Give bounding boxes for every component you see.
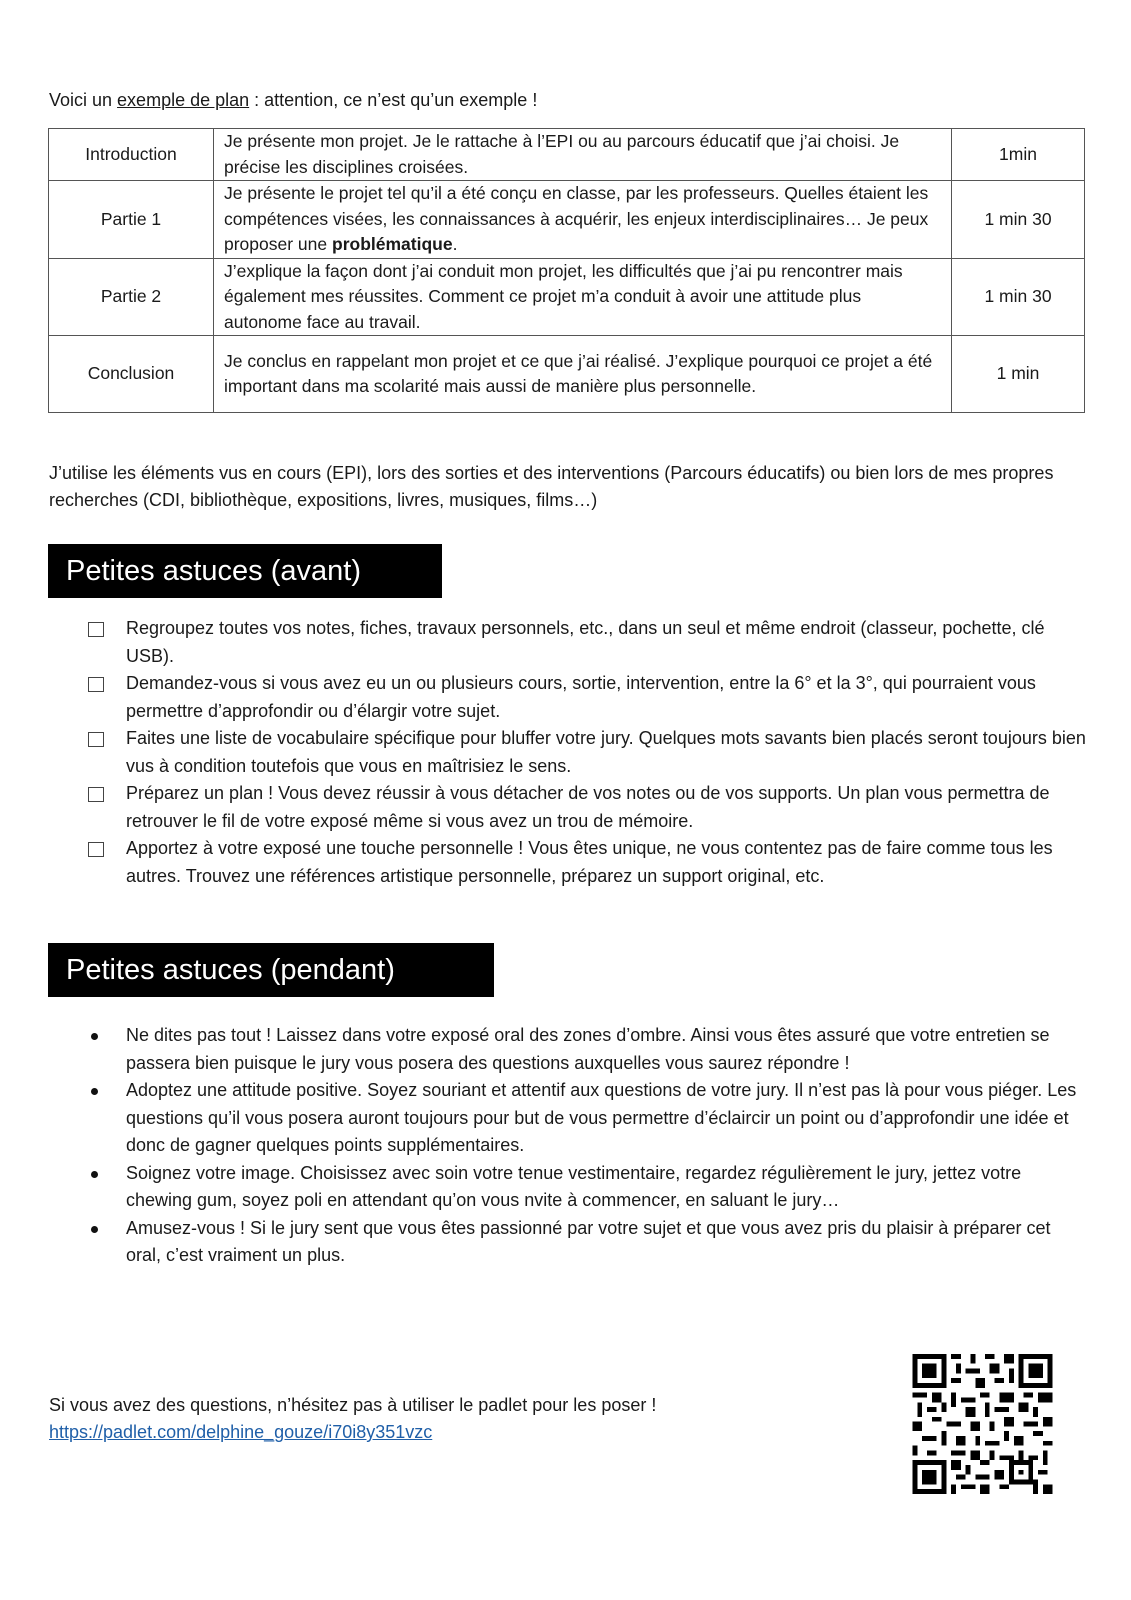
plan-duration: 1 min 30 bbox=[952, 258, 1085, 336]
list-item bbox=[86, 780, 1086, 835]
bullet-icon bbox=[91, 1171, 98, 1178]
list-item-text: Faites une liste de vocabulaire spécifique pour bluffer votre jury. Quelques mots savants bien placés seront toujours bien vus à condition toutefois que vous en maîtrisiez le sens. bbox=[126, 728, 1086, 776]
plan-part: Introduction bbox=[49, 129, 214, 181]
questions-note: Si vous avez des questions, n’hésitez pas à utiliser le padlet pour les poser ! bbox=[49, 1395, 657, 1415]
plan-part: Partie 1 bbox=[49, 181, 214, 259]
table-row bbox=[49, 129, 1085, 181]
list-item bbox=[86, 1160, 1086, 1215]
plan-description bbox=[214, 181, 952, 259]
list-item bbox=[86, 725, 1086, 780]
list-item bbox=[86, 1022, 1086, 1077]
list-item-text: Adoptez une attitude positive. Soyez souriant et attentif aux questions de votre jury. Il n’est pas là pour vous piéger. Les questions qu’il vous posera auront toujours pour but de vous permettre d’éclaircir un point ou d’approfondir une idée et donc de gagner quelques points supplémentaires. bbox=[126, 1080, 1077, 1155]
list-item-text: Préparez un plan ! Vous devez réussir à vous détacher de vos notes ou de vos supports. Un plan vous permettra de retrouver le fil de votre exposé même si vous avez un trou de mémoire. bbox=[126, 783, 1050, 831]
bullet-icon bbox=[91, 1088, 98, 1095]
qr-code-icon bbox=[905, 1354, 1060, 1494]
plan-part: Conclusion bbox=[49, 336, 214, 413]
resources-paragraph: J’utilise les éléments vus en cours (EPI), lors des sorties et des interventions (Parcours éducatifs) ou bien lors de mes propres recherches (CDI, bibliothèque, expositions, livres, musiques, films…) bbox=[49, 463, 1054, 510]
intro-prefix: Voici un bbox=[49, 90, 118, 110]
padlet-link[interactable]: https://padlet.com/delphine_gouze/i70i8y351vzc bbox=[49, 1422, 433, 1442]
list-item-text: Amusez-vous ! Si le jury sent que vous êtes passionné par votre sujet et que vous avez pris du plaisir à préparer cet oral, c’est vraiment un plus. bbox=[126, 1217, 1051, 1265]
plan-duration: 1min bbox=[952, 129, 1085, 181]
checkbox-icon[interactable] bbox=[88, 622, 104, 637]
plan-duration: 1 min 30 bbox=[952, 181, 1085, 259]
table-row bbox=[49, 258, 1085, 336]
plan-description: Je conclus en rappelant mon projet et ce que j’ai réalisé. J’explique pourquoi ce projet a été important dans ma scolarité mais aussi de manière plus personnelle. bbox=[214, 336, 952, 413]
table-row bbox=[49, 336, 1085, 413]
section-heading-before: Petites astuces (avant) bbox=[48, 544, 442, 598]
list-item-text: Apportez à votre exposé une touche personnelle ! Vous êtes unique, ne vous contentez pas de faire comme tous les autres. Trouvez une références artistique personnelle, préparez un support original, etc. bbox=[126, 838, 1053, 886]
plan-description: J’explique la façon dont j’ai conduit mon projet, les difficultés que j’ai pu rencontrer mais également mes réussites. Comment ce projet m’a conduit à avoir une attitude plus autonome face au travail. bbox=[214, 258, 952, 336]
plan-description-bold: problématique bbox=[332, 234, 453, 254]
list-item bbox=[86, 1077, 1086, 1160]
plan-table bbox=[48, 128, 1085, 413]
plan-duration: 1 min bbox=[952, 336, 1085, 413]
list-item-text: Ne dites pas tout ! Laissez dans votre exposé oral des zones d’ombre. Ainsi vous êtes assuré que votre entretien se passera bien puisque le jury vous posera des questions auxquelles vous saurez répondre ! bbox=[126, 1025, 1050, 1073]
list-item bbox=[86, 615, 1086, 670]
plan-description: Je présente mon projet. Je le rattache à l’EPI ou au parcours éducatif que j’ai choisi. Je précise les disciplines croisées. bbox=[214, 129, 952, 181]
tips-before-checklist bbox=[86, 615, 1086, 890]
list-item-text: Demandez-vous si vous avez eu un ou plusieurs cours, sortie, intervention, entre la 6° et la 3°, qui pourraient vous permettre d’approfondir ou d’élargir votre sujet. bbox=[126, 673, 1036, 721]
intro-suffix: : attention, ce n’est qu’un exemple ! bbox=[249, 90, 538, 110]
list-item bbox=[86, 1215, 1086, 1270]
plan-description-end: . bbox=[452, 234, 458, 254]
bullet-icon bbox=[91, 1226, 98, 1233]
intro-underlined: exemple de plan bbox=[117, 90, 250, 110]
list-item bbox=[86, 835, 1086, 890]
checkbox-icon[interactable] bbox=[88, 732, 104, 747]
table-row bbox=[49, 181, 1085, 259]
list-item-text: Soignez votre image. Choisissez avec soin votre tenue vestimentaire, regardez régulièrement le jury, jettez votre chewing gum, soyez poli en attendant qu’on vous nvite à commencer, en saluant le jury… bbox=[126, 1162, 1022, 1210]
list-item-text: Regroupez toutes vos notes, fiches, travaux personnels, etc., dans un seul et même endroit (classeur, pochette, clé USB). bbox=[126, 618, 1045, 666]
plan-intro-line bbox=[49, 88, 537, 112]
checkbox-icon[interactable] bbox=[88, 787, 104, 802]
bullet-icon bbox=[91, 1033, 98, 1040]
checkbox-icon[interactable] bbox=[88, 677, 104, 692]
list-item bbox=[86, 670, 1086, 725]
plan-part: Partie 2 bbox=[49, 258, 214, 336]
checkbox-icon[interactable] bbox=[88, 842, 104, 857]
tips-during-list bbox=[86, 1022, 1086, 1270]
plan-description-text: Je présente le projet tel qu’il a été conçu en classe, par les professeurs. Quelles étaient les compétences visées, les connaissances à acquérir, les enjeux interdisciplinaires… Je peux proposer une bbox=[224, 183, 929, 254]
section-heading-during: Petites astuces (pendant) bbox=[48, 943, 494, 997]
